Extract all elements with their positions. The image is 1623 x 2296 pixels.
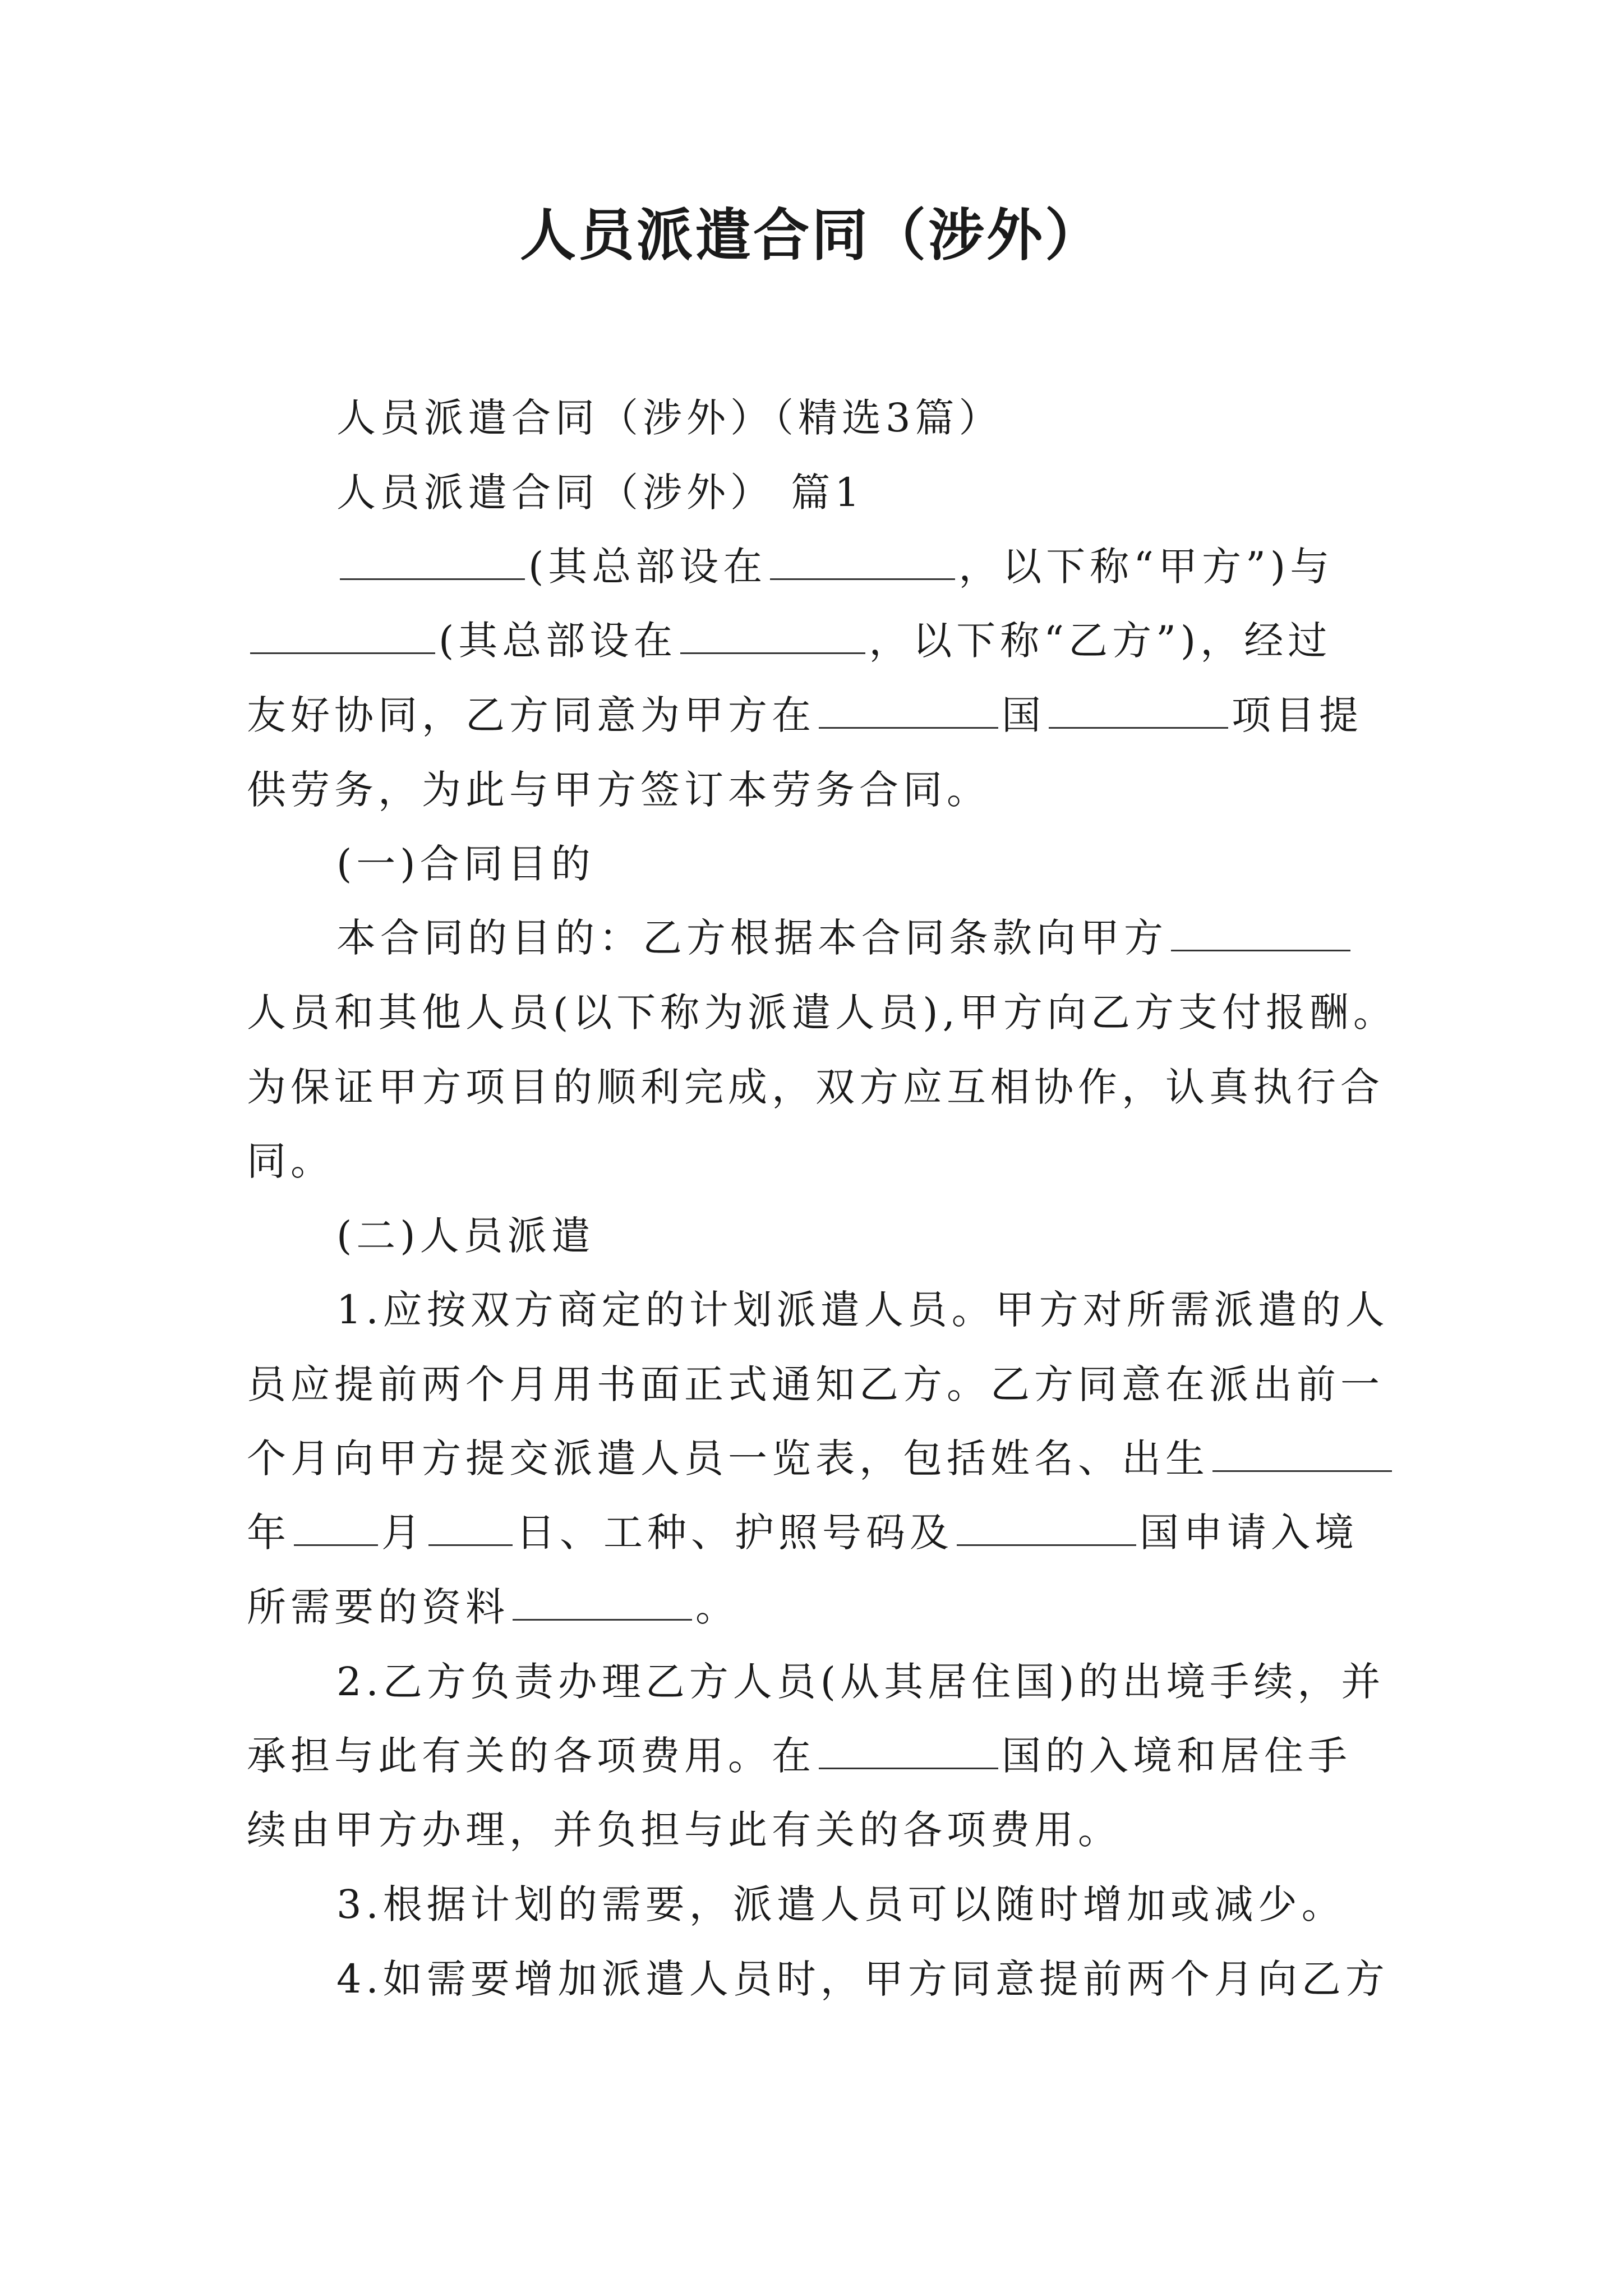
item1-text: 。: [695, 1584, 739, 1630]
purpose-line-2: 人员和其他人员(以下称为派遣人员),甲方向乙方支付报酬。: [247, 990, 1397, 1036]
blank-party-b-name: [250, 618, 435, 654]
item2-line-3: 续由甲方办理，并负担与此有关的各项费用。: [247, 1807, 1122, 1853]
blank-host-country: [819, 1733, 998, 1769]
blank-birth-year: [1212, 1435, 1392, 1472]
item2-text: 国的入境和居住手: [1002, 1733, 1352, 1779]
item1-line-1: 1.应按双方商定的计划派遣人员。甲方对所需派遣的人: [336, 1287, 1389, 1333]
item1-line-5: [247, 1579, 739, 1635]
blank-entry-country: [957, 1510, 1136, 1546]
purpose-line-1: [336, 910, 1354, 966]
item2-text: 承担与此有关的各项费用。在: [247, 1733, 815, 1779]
intro-text: 国: [1002, 692, 1045, 738]
section-heading: 人员派遣合同（涉外） 篇1: [336, 470, 864, 516]
item1-text: 年: [247, 1510, 291, 1556]
item1-line-2: 员应提前两个月用书面正式通知乙方。乙方同意在派出前一: [247, 1361, 1384, 1407]
blank-materials: [513, 1584, 692, 1621]
dispatch-heading: (二)人员派遣: [336, 1213, 595, 1259]
blank-party-a-name: [340, 544, 525, 580]
intro-line-3: [247, 687, 1363, 743]
blank-party-b-hq: [680, 618, 865, 654]
intro-line-1: [336, 539, 1334, 595]
blank-country: [819, 692, 998, 729]
intro-text: ，以下称“甲方”)与: [958, 544, 1334, 590]
item1-line-4: [247, 1504, 1358, 1561]
item1-text: 国申请入境: [1140, 1510, 1358, 1556]
blank-project: [1049, 692, 1228, 729]
blank-party-a-hq: [770, 544, 955, 580]
item4-line: 4.如需要增加派遣人员时，甲方同意提前两个月向乙方: [336, 1956, 1389, 2002]
intro-text: ，以下称“乙方”)，经过: [869, 618, 1332, 664]
purpose-text: 本合同的目的：乙方根据本合同条款向甲方: [336, 915, 1168, 961]
document-subtitle: 人员派遣合同（涉外）（精选3篇）: [336, 395, 1003, 441]
item1-text: 日、工种、护照号码及: [516, 1510, 953, 1556]
intro-text: 友好协同，乙方同意为甲方在: [247, 692, 815, 738]
document-title: 人员派遣合同（涉外）: [520, 203, 1103, 268]
intro-text: (其总部设在: [439, 618, 677, 664]
blank-birth-month: [294, 1510, 378, 1546]
purpose-line-4: 同。: [247, 1138, 334, 1184]
purpose-line-3: 为保证甲方项目的顺利完成，双方应互相协作，认真执行合: [247, 1064, 1384, 1110]
intro-text: 项目提: [1232, 692, 1363, 738]
item2-line-2: [247, 1728, 1352, 1784]
intro-text: (其总部设在: [528, 544, 767, 590]
item1-line-3: [247, 1430, 1395, 1487]
item1-text: 所需要的资料: [247, 1584, 509, 1630]
item1-text: 个月向甲方提交派遣人员一览表，包括姓名、出生: [247, 1435, 1209, 1481]
purpose-heading: (一)合同目的: [336, 841, 595, 887]
item1-text: 月: [381, 1510, 425, 1556]
blank-birth-day: [428, 1510, 513, 1546]
blank-personnel-type: [1171, 915, 1350, 951]
intro-line-2: [247, 613, 1331, 669]
item2-line-1: 2.乙方负责办理乙方人员(从其居住国)的出境手续，并: [336, 1659, 1385, 1705]
item3-line: 3.根据计划的需要，派遣人员可以随时增加或减少。: [336, 1881, 1345, 1927]
intro-line-4: 供劳务，为此与甲方签订本劳务合同。: [247, 767, 990, 813]
